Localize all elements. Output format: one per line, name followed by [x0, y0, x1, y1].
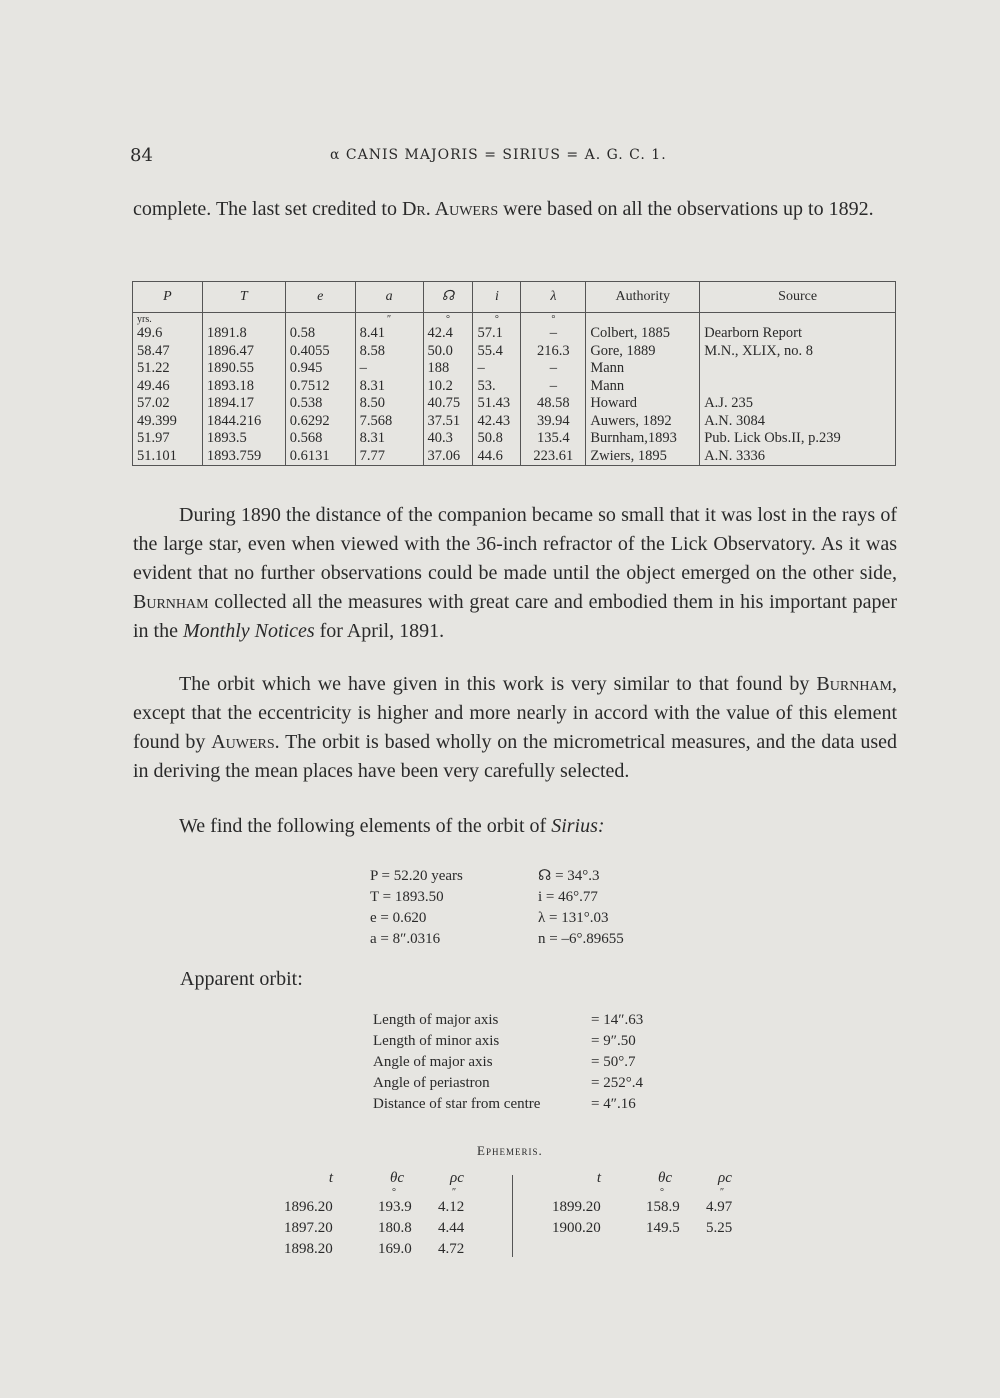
- unit-cell: [285, 313, 355, 326]
- paragraph-text: We find the following elements of the orbit of: [179, 815, 552, 837]
- column-header: P: [133, 282, 203, 313]
- intro-text-end: were based on all the observations up to 1892.: [498, 198, 874, 220]
- page-header: [130, 145, 900, 169]
- ephemeris-title: Ephemeris.: [477, 1143, 543, 1158]
- column-header: T: [202, 282, 285, 313]
- unit-cell: °: [473, 313, 521, 326]
- ephemeris-row: [552, 1197, 766, 1218]
- ephemeris-row: [284, 1197, 498, 1218]
- ephemeris-header: t: [596, 1170, 602, 1186]
- paragraph-text: The orbit which we have given in this work is very similar to that found by: [179, 673, 817, 695]
- ephemeris-row: [552, 1218, 766, 1239]
- ephemeris-cell: 5.25: [706, 1220, 733, 1236]
- element-right: n = –6°.89655: [538, 931, 624, 947]
- ephemeris-header: ρc: [718, 1170, 732, 1186]
- intro-paragraph: [133, 195, 897, 224]
- table-cell: –: [473, 360, 521, 378]
- table-cell: 8.41: [355, 325, 423, 343]
- ephemeris-cell: 1900.20: [552, 1220, 601, 1236]
- element-left: P = 52.20 years: [370, 868, 463, 884]
- table-cell: M.N., XLIX, no. 8: [700, 343, 896, 361]
- element-row: [370, 866, 678, 887]
- table-cell: 8.50: [355, 395, 423, 413]
- table-row: [133, 360, 896, 378]
- column-header: λ: [521, 282, 586, 313]
- apparent-value: = 9″.50: [591, 1033, 636, 1049]
- column-header: i: [473, 282, 521, 313]
- table-row: [133, 343, 896, 361]
- table-cell: 57.02: [133, 395, 203, 413]
- table-cell: A.N. 3336: [700, 448, 896, 466]
- table-cell: 216.3: [521, 343, 586, 361]
- journal-title: Monthly Notices: [183, 620, 315, 642]
- table-cell: 8.31: [355, 430, 423, 448]
- table-cell: 51.101: [133, 448, 203, 466]
- element-row: [370, 929, 678, 950]
- table-cell: 1893.759: [202, 448, 285, 466]
- table-row: [133, 325, 896, 343]
- table-cell: 0.6292: [285, 413, 355, 431]
- element-right: ☊ = 34°.3: [538, 868, 600, 884]
- unit-cell: °: [521, 313, 586, 326]
- ephemeris-divider: [512, 1175, 513, 1257]
- ephemeris-cell: 149.5: [646, 1220, 680, 1236]
- table-cell: –: [355, 360, 423, 378]
- author-name: Burnham: [816, 673, 892, 695]
- table-cell: A.N. 3084: [700, 413, 896, 431]
- unit-row: [133, 313, 896, 326]
- ephemeris-header: ρc: [450, 1170, 464, 1186]
- column-header: ☊: [423, 282, 473, 313]
- element-left: a = 8″.0316: [370, 931, 441, 947]
- unit-cell: °: [423, 313, 473, 326]
- ephemeris-header: θc: [390, 1170, 405, 1186]
- ephemeris-left: [284, 1168, 498, 1260]
- table-cell: Dearborn Report: [700, 325, 896, 343]
- table-cell: Burnham,1893: [586, 430, 700, 448]
- table-cell: 223.61: [521, 448, 586, 466]
- author-name: Auwers: [211, 731, 275, 753]
- apparent-row: [373, 1073, 643, 1094]
- table-row: [133, 413, 896, 431]
- table-cell: 48.58: [521, 395, 586, 413]
- table-cell: 0.4055: [285, 343, 355, 361]
- ephemeris-unit: °: [392, 1187, 396, 1198]
- column-header: Authority: [586, 282, 700, 313]
- table-row: [133, 395, 896, 413]
- apparent-value: = 14″.63: [591, 1012, 644, 1028]
- table-cell: 44.6: [473, 448, 521, 466]
- apparent-key: Angle of major axis: [373, 1054, 493, 1070]
- apparent-orbit-label: Apparent orbit:: [180, 968, 303, 990]
- table-cell: 57.1: [473, 325, 521, 343]
- table-row: [133, 430, 896, 448]
- table-cell: 10.2: [423, 378, 473, 396]
- column-header: Source: [700, 282, 896, 313]
- unit-cell: [202, 313, 285, 326]
- table-cell: 39.94: [521, 413, 586, 431]
- table-cell: 7.77: [355, 448, 423, 466]
- table-cell: Gore, 1889: [586, 343, 700, 361]
- table-cell: [700, 378, 896, 396]
- table-cell: 51.22: [133, 360, 203, 378]
- table-cell: 53.: [473, 378, 521, 396]
- table-cell: 49.46: [133, 378, 203, 396]
- orbits-table: [132, 281, 896, 466]
- apparent-row: [373, 1052, 643, 1073]
- table-cell: –: [521, 378, 586, 396]
- page-number: 84: [130, 145, 153, 166]
- table-cell: 7.568: [355, 413, 423, 431]
- element-row: [370, 908, 678, 929]
- table-cell: 42.4: [423, 325, 473, 343]
- table-cell: 1890.55: [202, 360, 285, 378]
- ephemeris-unit: °: [660, 1187, 664, 1198]
- table-cell: 1844.216: [202, 413, 285, 431]
- element-right: λ = 131°.03: [538, 910, 609, 926]
- paragraph-text: , except that the eccentricity is higher and more nearly in accord with the value of this element found by: [133, 673, 897, 753]
- ephemeris-cell: 158.9: [646, 1199, 680, 1215]
- ephemeris-header-row: [284, 1168, 498, 1189]
- unit-cell: yrs.: [133, 313, 203, 326]
- ephemeris-cell: 1899.20: [552, 1199, 601, 1215]
- table-row: [133, 448, 896, 466]
- table-cell: Pub. Lick Obs.II, p.239: [700, 430, 896, 448]
- apparent-row: [373, 1031, 643, 1052]
- ephemeris-cell: 193.9: [378, 1199, 412, 1215]
- table-cell: 0.6131: [285, 448, 355, 466]
- ephemeris-unit: [284, 1189, 378, 1197]
- ephemeris-cell: 1896.20: [284, 1199, 333, 1215]
- table-cell: Mann: [586, 378, 700, 396]
- paragraph-text: collected all the measures with great care and embodied them in his important paper in the: [133, 591, 897, 642]
- table-cell: 1891.8: [202, 325, 285, 343]
- orbit-elements: [370, 866, 678, 950]
- table-cell: 8.58: [355, 343, 423, 361]
- table-cell: –: [521, 325, 586, 343]
- table-cell: Howard: [586, 395, 700, 413]
- table-cell: 1894.17: [202, 395, 285, 413]
- ephemeris-header: θc: [658, 1170, 673, 1186]
- apparent-row: [373, 1094, 643, 1115]
- author-name: Burnham: [133, 591, 209, 613]
- ephemeris-cell: 4.97: [706, 1199, 733, 1215]
- table-cell: 0.568: [285, 430, 355, 448]
- table-cell: 55.4: [473, 343, 521, 361]
- ephemeris-cell: 4.12: [438, 1199, 465, 1215]
- table-cell: [700, 360, 896, 378]
- ephemeris-unit-row: [284, 1189, 498, 1197]
- paragraph-text: for April, 1891.: [314, 620, 445, 642]
- table-cell: Colbert, 1885: [586, 325, 700, 343]
- table-cell: 1896.47: [202, 343, 285, 361]
- element-right: i = 46°.77: [538, 889, 598, 905]
- table-cell: 51.97: [133, 430, 203, 448]
- table-cell: Auwers, 1892: [586, 413, 700, 431]
- apparent-key: Length of minor axis: [373, 1033, 500, 1049]
- star-name: Sirius:: [551, 815, 605, 837]
- apparent-key: Angle of periastron: [373, 1075, 490, 1091]
- running-title: α CANIS MAJORIS = SIRIUS = A. G. C. 1.: [330, 147, 667, 163]
- table-cell: 37.51: [423, 413, 473, 431]
- paragraph-burnham: [133, 501, 897, 646]
- paragraph-text: During 1890 the distance of the companion became so small that it was lost in the rays of the large star, even when viewed with the 36-inch refractor of the Lick Observatory. As it was evident that no further observations could be made until the object emerged on the other side,: [133, 504, 897, 584]
- table-cell: 37.06: [423, 448, 473, 466]
- ephemeris-header-row: [552, 1168, 766, 1189]
- paragraph-orbit: [133, 670, 897, 786]
- table-cell: 42.43: [473, 413, 521, 431]
- ephemeris-cell: 4.44: [438, 1220, 465, 1236]
- table-cell: Zwiers, 1895: [586, 448, 700, 466]
- table-cell: 8.31: [355, 378, 423, 396]
- table-cell: 51.43: [473, 395, 521, 413]
- table-cell: 1893.5: [202, 430, 285, 448]
- table-cell: 0.7512: [285, 378, 355, 396]
- apparent-value: = 252°.4: [591, 1075, 643, 1091]
- element-left: e = 0.620: [370, 910, 427, 926]
- table-cell: –: [521, 360, 586, 378]
- ephemeris-cell: 1897.20: [284, 1220, 333, 1236]
- ephemeris-cell: 169.0: [378, 1241, 412, 1257]
- table-cell: 49.399: [133, 413, 203, 431]
- element-left: T = 1893.50: [370, 889, 444, 905]
- apparent-key: Distance of star from centre: [373, 1096, 541, 1112]
- author-name: Dr. Auwers: [401, 198, 499, 220]
- table-cell: A.J. 235: [700, 395, 896, 413]
- unit-cell: ″: [355, 313, 423, 326]
- ephemeris-unit: ″: [452, 1187, 457, 1198]
- intro-text: complete. The last set credited to: [133, 198, 402, 220]
- table-cell: 50.8: [473, 430, 521, 448]
- apparent-value: = 4″.16: [591, 1096, 636, 1112]
- table-cell: 188: [423, 360, 473, 378]
- apparent-orbit-values: [373, 1010, 643, 1115]
- table-cell: 40.3: [423, 430, 473, 448]
- ephemeris-row: [284, 1218, 498, 1239]
- ephemeris-right: [552, 1168, 766, 1239]
- paragraph-text: . The orbit is based wholly on the micrometrical measures, and the data used in deriving the mean places have been very carefully selected.: [133, 731, 897, 782]
- ephemeris-unit-row: [552, 1189, 766, 1197]
- table-cell: 0.58: [285, 325, 355, 343]
- ephemeris-unit: [552, 1189, 646, 1197]
- table-cell: 50.0: [423, 343, 473, 361]
- table-cell: 1893.18: [202, 378, 285, 396]
- ephemeris-cell: 4.72: [438, 1241, 465, 1257]
- apparent-row: [373, 1010, 643, 1031]
- table-cell: 40.75: [423, 395, 473, 413]
- table-cell: Mann: [586, 360, 700, 378]
- apparent-key: Length of major axis: [373, 1012, 499, 1028]
- unit-cell: [700, 313, 896, 326]
- paragraph-elements-intro: [133, 812, 897, 841]
- apparent-value: = 50°.7: [591, 1054, 636, 1070]
- ephemeris-cell: 1898.20: [284, 1241, 333, 1257]
- unit-cell: [586, 313, 700, 326]
- ephemeris-unit: ″: [720, 1187, 725, 1198]
- ephemeris-row: [284, 1239, 498, 1260]
- element-row: [370, 887, 678, 908]
- table-cell: 58.47: [133, 343, 203, 361]
- table-cell: 0.538: [285, 395, 355, 413]
- ephemeris-cell: 180.8: [378, 1220, 412, 1236]
- table-cell: 49.6: [133, 325, 203, 343]
- table-cell: 135.4: [521, 430, 586, 448]
- column-header: e: [285, 282, 355, 313]
- ephemeris-header: t: [328, 1170, 334, 1186]
- table-row: [133, 378, 896, 396]
- table-cell: 0.945: [285, 360, 355, 378]
- column-header: a: [355, 282, 423, 313]
